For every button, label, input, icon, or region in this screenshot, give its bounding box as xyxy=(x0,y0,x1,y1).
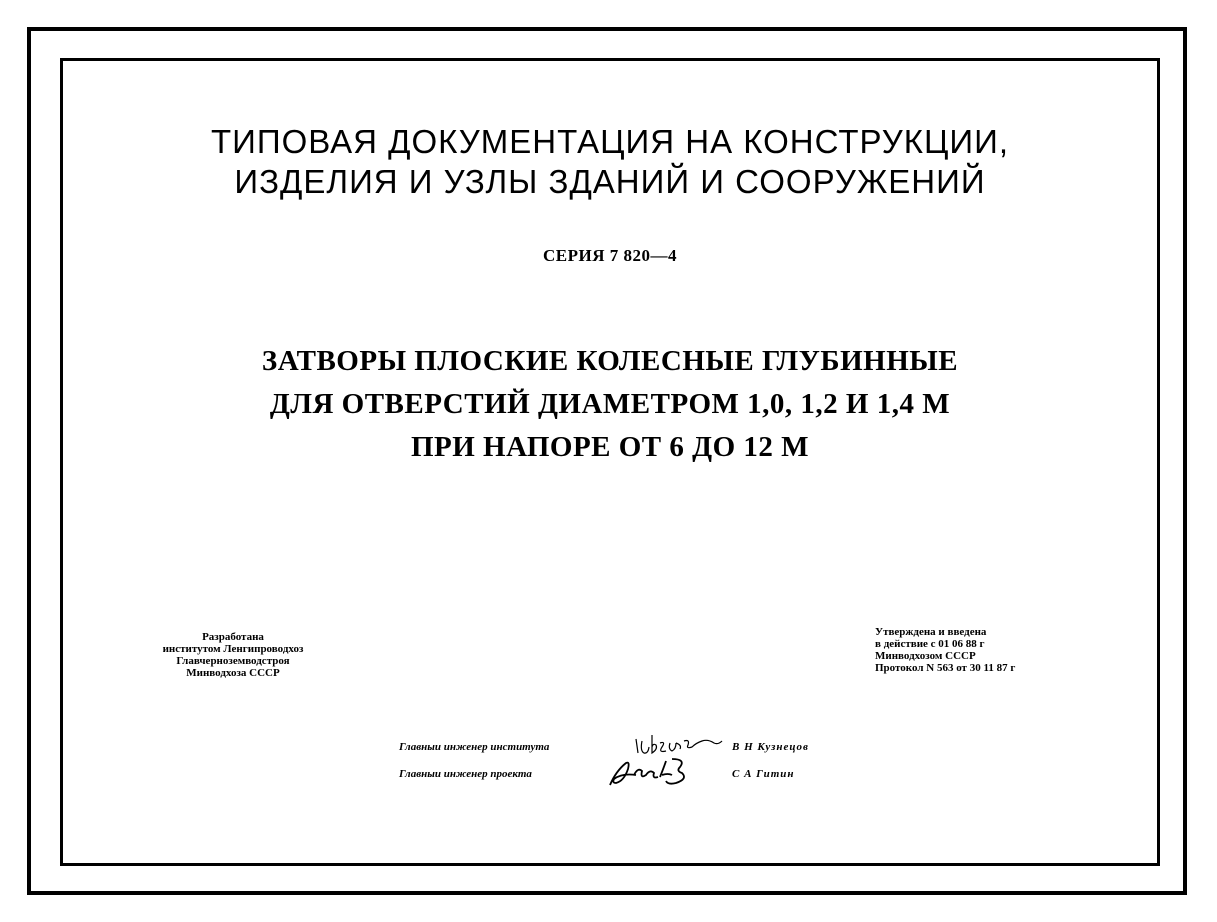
document-title-line-1: ЗАТВОРЫ ПЛОСКИЕ КОЛЕСНЫЕ ГЛУБИННЫЕ xyxy=(261,345,959,377)
handwritten-signature-2 xyxy=(606,753,690,791)
developer-block xyxy=(128,631,338,679)
collection-title-line-1: ТИПОВАЯ ДОКУМЕНТАЦИЯ НА КОНСТРУКЦИИ, xyxy=(210,123,1010,160)
document-title-line-2: ДЛЯ ОТВЕРСТИЙ ДИАМЕТРОМ 1,0, 1,2 И 1,4 М xyxy=(269,388,951,420)
approval-line-4: Протокол N 563 от 30 11 87 г xyxy=(875,662,1016,674)
document-title xyxy=(60,340,1160,469)
document-title-line-3: ПРИ НАПОРЕ ОТ 6 ДО 12 М xyxy=(410,431,810,463)
approval-line-3: Минводхозом СССР xyxy=(875,650,976,662)
collection-title xyxy=(60,122,1160,202)
collection-title-line-2: ИЗДЕЛИЯ И УЗЛЫ ЗДАНИЙ И СООРУЖЕНИЙ xyxy=(234,163,986,200)
developer-line-1: Разработана xyxy=(202,631,264,643)
developer-line-3: Главчерноземводстроя xyxy=(176,655,290,667)
approval-line-2: в действие с 01 06 88 г xyxy=(875,638,985,650)
series-number: СЕРИЯ 7 820—4 xyxy=(543,246,677,265)
signature-name-institute: В Н Кузнецов xyxy=(732,741,809,753)
approval-block xyxy=(875,626,1115,674)
developer-line-2: институтом Ленгипроводхоз xyxy=(162,643,304,655)
signature-role-institute: Главныи инженер института xyxy=(399,741,550,753)
developer-line-4: Минводхоза СССР xyxy=(186,667,280,679)
signature-name-project: С А Гитин xyxy=(732,768,795,780)
approval-line-1: Утверждена и введена xyxy=(875,626,987,638)
signature-role-project: Главныи инженер проекта xyxy=(399,768,532,780)
